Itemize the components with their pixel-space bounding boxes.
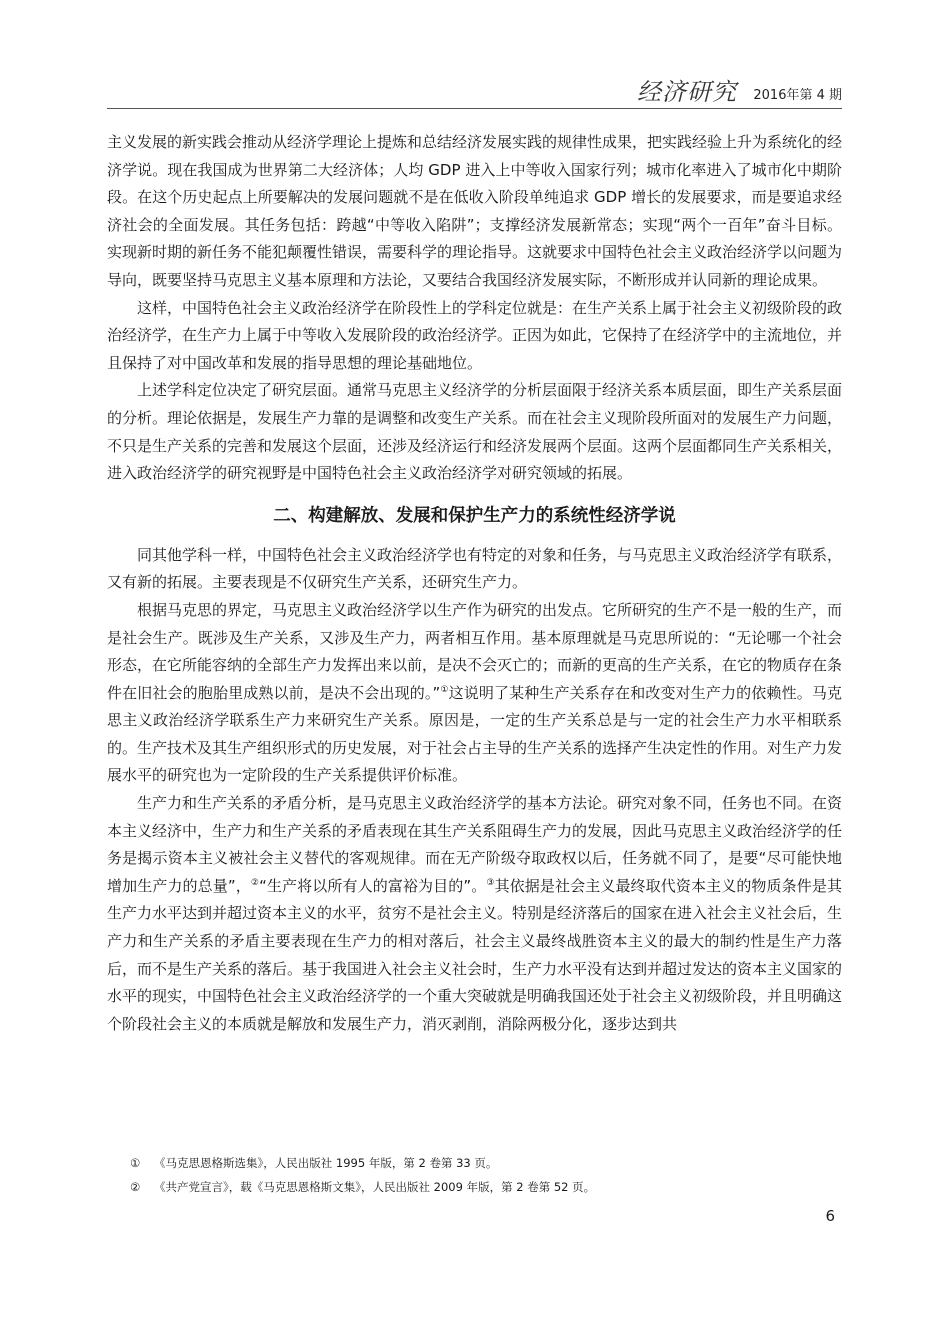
footnote-number: ① bbox=[130, 1156, 141, 1170]
paragraph-text: 其依据是社会主义最终取代资本主义的物质条件是其生产力水平达到并超过资本主义的水平，贫穷不是社会主义。特别是经济落后的国家在进入社会主义社会后，生产力和生产关系的矛盾主要表现在生产力的相对落后，社会主义最终战胜资本主义的最大的制约性是生产力落后，而不是生产关系的落后。基于我国进入社会主义社会时，生产力水平没有达到并超过发达的资本主义国家的水平的现实，中国特色社会主义政治经济学的一个重大突破就是明确我国还处于社会主义初级阶段，并且明确这个阶段社会主义的本质就是解放和发展生产力，消灭剥削，消除两极分化，逐步达到共 bbox=[107, 876, 843, 1033]
footnote-number: ② bbox=[130, 1180, 141, 1194]
paragraph: 主义发展的新实践会推动从经济学理论上提炼和总结经济发展实践的规律性成果，把实践经验上升为系统化的经济学说。现在我国成为世界第二大经济体；人均 GDP 进入上中等收入国家行列；城市化率进入了城市化中期阶段。在这个历史起点上所要解决的发展问题就不是在低收入阶段单纯追求 GDP 增长的发展要求，而是要追求经济社会的全面发展。其任务包括：跨越“中等收入陷阱”；支撑经济发展新常态；实现“两个一百年”奋斗目标。实现新时期的新任务不能犯颠覆性错误，需要科学的理论指导。这就要求中国特色社会主义政治经济学以问题为导向，既要坚持马克思主义基本原理和方法论，又要结合我国经济发展实际，不断形成并认同新的理论成果。 bbox=[107, 133, 843, 289]
footnote-ref[interactable]: ③ bbox=[486, 877, 495, 888]
footnote bbox=[130, 1175, 842, 1199]
paragraph bbox=[107, 597, 842, 790]
footnote bbox=[130, 1151, 842, 1175]
journal-logo: 经济研究 bbox=[637, 78, 737, 106]
footnote-ref[interactable]: ② bbox=[250, 877, 260, 888]
footnote-ref[interactable]: ① bbox=[440, 684, 449, 695]
footnote-text: 《马克思恩格斯选集》，人民出版社 1995 年版，第 2 卷第 33 页。 bbox=[154, 1156, 498, 1170]
paragraph-text: 这说明了某种生产关系存在和改变对生产力的依赖性。马克思主义政治经济学联系生产力来研究生产关系。原因是，一定的生产关系总是与一定的社会生产力水平相联系的。生产技术及其生产组织形式的历史发展，对于社会占主导的生产关系的选择产生决定性的作用。对生产力发展水平的研究也为一定阶段的生产关系提供评价标准。 bbox=[107, 683, 843, 785]
section-title: 二、构建解放、发展和保护生产力的系统性经济学说 bbox=[273, 505, 676, 526]
paragraph bbox=[107, 790, 842, 1038]
paragraph-text: “生产将以所有人的富裕为目的”。 bbox=[259, 876, 487, 895]
footnotes bbox=[130, 1151, 842, 1199]
paragraph: 这样，中国特色社会主义政治经济学在阶段性上的学科定位就是：在生产关系上属于社会主义初级阶段的政治经济学，在生产力上属于中等收入发展阶段的政治经济学。正因为如此，它保持了在经济学中的主流地位，并且保持了对中国改革和发展的指导思想的理论基础地位。 bbox=[107, 298, 843, 372]
page-number: 6 bbox=[825, 1207, 835, 1225]
issue-label: 2016年第 4 期 bbox=[753, 88, 842, 103]
page-header bbox=[107, 70, 842, 109]
article-body bbox=[107, 129, 842, 1038]
paragraph-text: 生产力和生产关系的矛盾分析，是马克思主义政治经济学的基本方法论。研究对象不同，任务也不同。在资本主义经济中，生产力和生产关系的矛盾表现在其生产关系阻碍生产力的发展，因此马克思主义政治经济学的任务是揭示资本主义被社会主义替代的客观规律。而在无产阶级夺取政权以后，任务就不同了，是要“尽可能快地增加生产力的总量”， bbox=[107, 794, 843, 895]
paragraph: 上述学科定位决定了研究层面。通常马克思主义经济学的分析层面限于经济关系本质层面，即生产关系层面的分析。理论依据是，发展生产力靠的是调整和改变生产关系。而在社会主义现阶段所面对的发展生产力问题，不只是生产关系的完善和发展这个层面，还涉及经济运行和经济发展两个层面。这两个层面都同生产关系相关，进入政治经济学的研究视野是中国特色社会主义政治经济学对研究领域的拓展。 bbox=[107, 381, 843, 483]
footnote-text: 《共产党宣言》，载《马克思恩格斯文集》，人民出版社 2009 年版，第 2 卷第 52 页。 bbox=[154, 1180, 596, 1194]
paragraph: 同其他学科一样，中国特色社会主义政治经济学也有特定的对象和任务，与马克思主义政治经济学有联系，又有新的拓展。主要表现是不仅研究生产关系，还研究生产力。 bbox=[107, 545, 843, 592]
paragraph-text: 根据马克思的界定，马克思主义政治经济学以生产作为研究的出发点。它所研究的生产不是一般的生产，而是社会生产。既涉及生产关系，又涉及生产力，两者相互作用。基本原理就是马克思所说的：“无论哪一个社会形态，在它所能容纳的全部生产力发挥出来以前，是决不会灭亡的；而新的更高的生产关系，在它的物质存在条件在旧社会的胞胎里成熟以前，是决不会出现的。” bbox=[107, 600, 843, 702]
